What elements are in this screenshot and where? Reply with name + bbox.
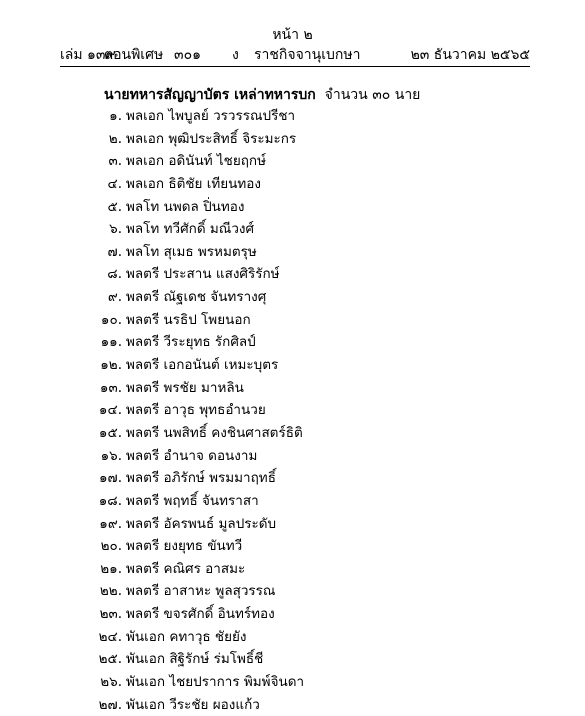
list-item: [60, 467, 530, 490]
list-item-name: พลตรี ขจรศักดิ์ อินทร์ทอง: [126, 606, 275, 623]
list-item-number: ๔.: [107, 175, 122, 192]
list-item: [60, 422, 530, 445]
list-item-name: พลตรี นรธิป โพยนอก: [126, 311, 251, 328]
list-item-number: ๒๒.: [99, 583, 122, 600]
list-item-number: ๓.: [108, 153, 122, 170]
header-section: ตอนพิเศษ: [104, 47, 164, 63]
list-item-name: พลเอก ธิติชัย เทียนทอง: [126, 175, 261, 192]
list-item-number: ๑๖.: [100, 447, 122, 464]
list-item-name: พลตรี วีระยุทธ รักศิลป์: [126, 334, 256, 351]
list-item: [60, 694, 530, 716]
list-item-name: พลโท ทวีศักดิ์ มณีวงศ์: [126, 221, 255, 238]
list-item-name: พลตรี อภิรักษ์ พรมมาฤทธิ์: [126, 470, 276, 487]
list-item-name: พลตรี ณัฐเดช จันทรางศุ: [126, 289, 267, 306]
list-item: [60, 671, 530, 694]
list-item-number: ๗.: [107, 243, 122, 260]
list-item-number: ๑๔.: [98, 402, 122, 419]
header-section-number: ๓๐๑: [174, 47, 202, 63]
list-item-name: พลโท สุเมธ พรหมตรุษ: [126, 243, 257, 260]
list-item-number: ๑๑.: [100, 334, 122, 351]
list-item-name: พลตรี อำนาจ ดอนงาม: [126, 447, 258, 464]
header-date: ๒๓ ธันวาคม ๒๕๖๕: [410, 47, 530, 63]
list-item: [60, 399, 530, 422]
header-part: ง: [232, 47, 239, 63]
list-item: [60, 535, 530, 558]
gazette-header: [60, 44, 530, 64]
list-item-name: พลเอก อดินันท์ ไชยฤกษ์: [126, 153, 266, 170]
header-volume: เล่ม ๑๓๙: [60, 47, 116, 63]
list-item-number: ๒๑.: [100, 560, 122, 577]
list-item-name: พลตรี นพสิทธิ์ คงชินศาสตร์ธิติ: [126, 424, 303, 441]
list-item-number: ๑.: [109, 108, 122, 124]
list-item: [60, 626, 530, 649]
header-gazette-name: ราชกิจจานุเบกษา: [254, 47, 361, 63]
list-item-number: ๒๗.: [98, 696, 122, 713]
list-item-number: ๑๓.: [99, 379, 122, 396]
list-title-count: จำนวน ๓๐ นาย: [324, 87, 421, 103]
list-item-name: พลเอก พุฒิประสิทธิ์ จิระมะกร: [126, 130, 297, 147]
list-item-number: ๑๐.: [100, 311, 122, 328]
page-number: หน้า ๒: [272, 27, 313, 43]
list-item-number: ๖.: [109, 221, 122, 238]
list-item-name: พันเอก คทาวุธ ชัยยัง: [126, 628, 247, 645]
list-item: [60, 105, 530, 128]
list-item: [60, 150, 530, 173]
list-item-number: ๘.: [107, 266, 122, 283]
list-item: [60, 580, 530, 603]
list-item: [60, 128, 530, 151]
list-item-number: ๑๙.: [99, 515, 122, 532]
list-item-name: พลโท นพดล ปิ่นทอง: [126, 198, 245, 215]
list-item: [60, 445, 530, 468]
list-item-name: พลตรี คณิศร อาสมะ: [126, 560, 246, 577]
list-item: [60, 377, 530, 400]
list-item-number: ๑๗.: [98, 470, 122, 487]
list-item: [60, 286, 530, 309]
list-item-number: ๑๘.: [98, 492, 122, 509]
list-item-name: พันเอก สิฐิรักษ์ ร่มโพธิ์ชี: [126, 651, 264, 668]
list-item: [60, 490, 530, 513]
list-item: [60, 603, 530, 626]
header-divider: [60, 66, 530, 67]
list-item-name: พลตรี อาวุธ พุทธอำนวย: [126, 402, 266, 419]
list-title: [104, 84, 420, 106]
officer-list: [60, 105, 530, 716]
list-item-name: พันเอก วีระชัย ผองแก้ว: [126, 696, 260, 713]
list-item: [60, 196, 530, 219]
list-item: [60, 173, 530, 196]
list-item: [60, 218, 530, 241]
list-item-number: ๒๐.: [100, 538, 122, 555]
list-item: [60, 513, 530, 536]
list-item-number: ๒.: [108, 130, 122, 147]
list-item-name: พลตรี ยงยุทธ ขันทวี: [126, 538, 243, 555]
list-item-name: พลตรี อาสาหะ พูลสุวรรณ: [126, 583, 276, 600]
list-item-name: พลตรี ประสาน แสงศิริรักษ์: [126, 266, 280, 283]
list-item-number: ๑๒.: [100, 357, 122, 374]
list-item-number: ๑๕.: [98, 424, 122, 441]
list-item: [60, 309, 530, 332]
list-item: [60, 648, 530, 671]
list-item: [60, 354, 530, 377]
list-item-name: พลตรี เอกอนันต์ เหมะบุตร: [126, 357, 279, 374]
list-item-name: พลตรี พรชัย มาหลิน: [126, 379, 244, 396]
list-item-number: ๒๕.: [98, 651, 122, 668]
list-item-number: ๒๔.: [98, 628, 122, 645]
list-item: [60, 241, 530, 264]
list-item-number: ๕.: [107, 198, 122, 215]
list-item-name: พลตรี อัครพนธ์ มูลประดับ: [126, 515, 277, 532]
list-item-name: พลเอก ไพบูลย์ วรวรรณปรีชา: [126, 108, 296, 124]
list-title-group: นายทหารสัญญาบัตร เหล่าทหารบก: [104, 87, 316, 103]
list-item: [60, 263, 530, 286]
list-item-number: ๒๓.: [99, 606, 122, 623]
list-item: [60, 331, 530, 354]
list-item-name: พลตรี พฤทธิ์ จันทราสา: [126, 492, 259, 509]
list-item-name: พันเอก ไชยปราการ พิมพ์จินดา: [126, 674, 305, 691]
list-item-number: ๒๖.: [100, 674, 122, 691]
list-item: [60, 558, 530, 581]
list-item-number: ๙.: [107, 289, 122, 306]
